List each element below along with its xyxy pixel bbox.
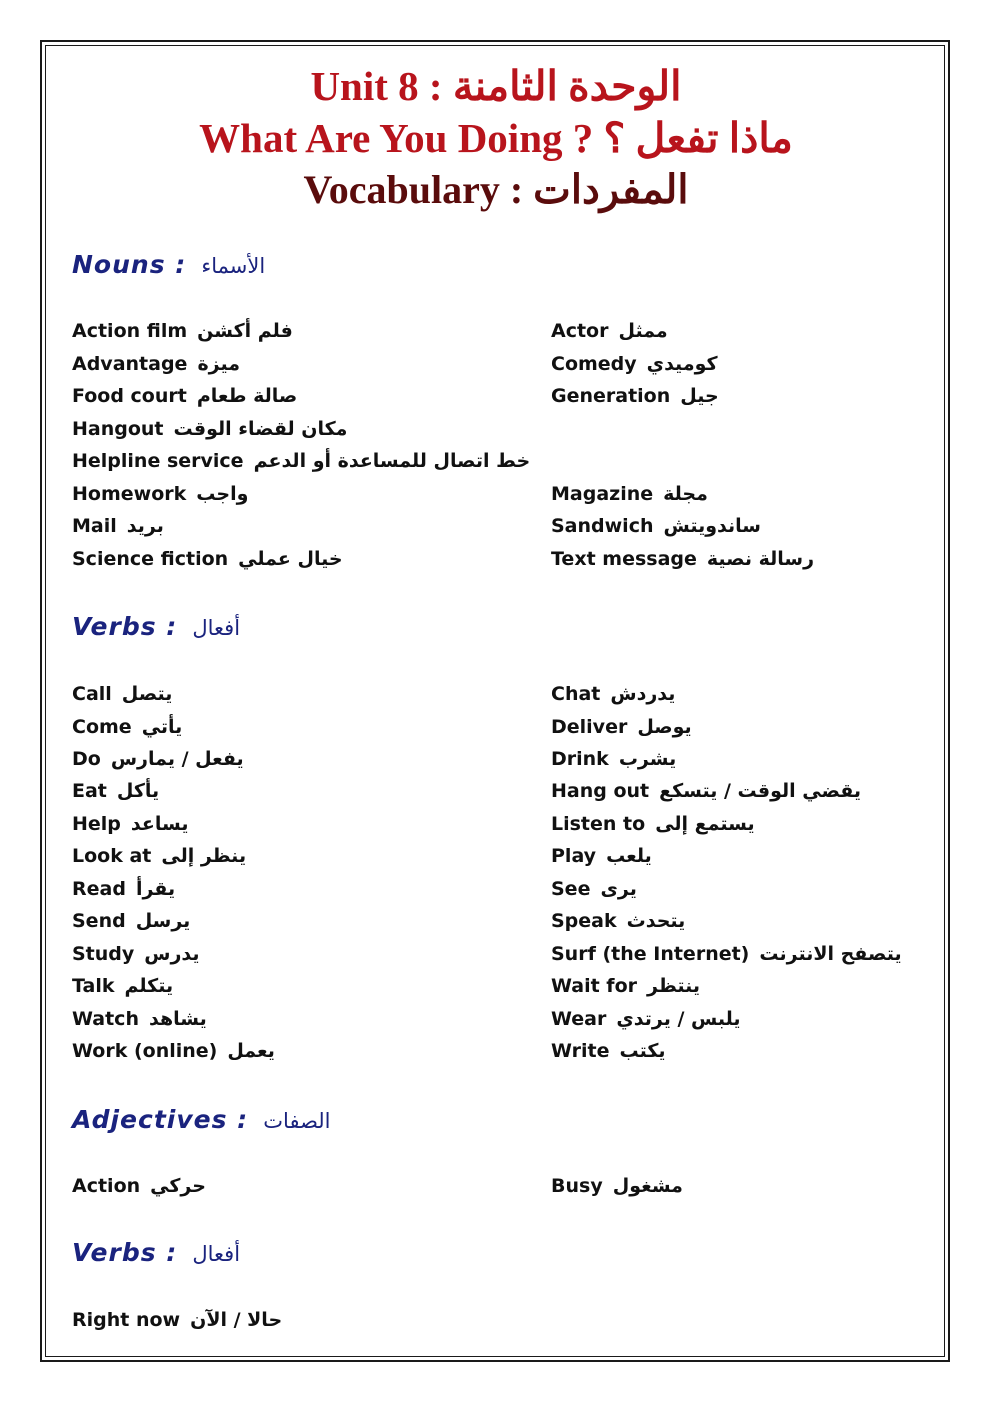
word-en: Text message [551,548,697,570]
word-ar: مشغول [612,1175,683,1197]
word-en: Help [72,813,121,835]
title-unit-en: Unit 8 : [310,63,443,109]
word-ar: ممثل [618,320,668,342]
title-question-ar: ماذا تفعل ؟ [603,115,793,161]
word-ar: يرسل [135,910,191,932]
word-en: Look at [72,845,152,867]
vocab-row [551,548,814,570]
word-en: Watch [72,1008,139,1030]
word-ar: ينتظر [647,975,700,997]
section-heading-en: Nouns : [72,250,187,279]
word-en: Send [72,910,126,932]
title-question-en: What Are You Doing ? [199,115,594,161]
vocab-row [72,385,297,407]
section-heading-verbs [72,612,240,641]
word-ar: خيال عملي [238,548,343,570]
word-ar: يأتي [141,716,183,738]
vocab-row [72,878,175,900]
vocab-row [72,683,172,705]
word-ar: خط اتصال للمساعدة أو الدعم [253,450,531,472]
word-en: Sandwich [551,515,654,537]
word-en: Work (online) [72,1040,218,1062]
word-ar: حركي [150,1175,206,1197]
word-en: Read [72,878,126,900]
word-ar: بريد [126,515,164,537]
vocab-row [551,845,652,867]
word-ar: كوميدي [646,353,718,375]
vocab-row [72,353,240,375]
word-ar: يفعل / يمارس [110,748,244,770]
word-en: Eat [72,780,107,802]
vocab-row [551,716,692,738]
word-ar: ساندويتش [663,515,761,537]
section-heading-nouns [72,250,265,279]
word-en: Action film [72,320,188,342]
vocab-row [551,910,685,932]
word-ar: يستمع إلى [655,813,755,835]
section-heading-ar: الصفات [263,1109,331,1133]
vocab-row [551,353,718,375]
vocab-row [72,910,190,932]
word-en: Hang out [551,780,650,802]
word-ar: يعمل [227,1040,275,1062]
word-en: Generation [551,385,671,407]
vocab-row [72,813,188,835]
vocab-row [551,1040,666,1062]
title-unit [0,62,992,110]
vocab-row [551,1175,683,1197]
word-ar: يكتب [619,1040,666,1062]
word-ar: واجب [196,483,249,505]
word-en: Action [72,1175,141,1197]
word-ar: يتكلم [124,975,174,997]
section-heading-verbs-2 [72,1238,240,1267]
word-ar: يدرس [144,943,200,965]
word-en: Wait for [551,975,638,997]
word-ar: ميزة [197,353,240,375]
word-ar: يقضي الوقت / يتسكع [659,780,862,802]
word-en: Actor [551,320,609,342]
word-en: Wear [551,1008,607,1030]
vocab-row [551,780,861,802]
word-en: Listen to [551,813,646,835]
vocab-row [551,320,668,342]
title-question [0,114,992,162]
word-ar: يقرأ [135,878,176,900]
word-en: Drink [551,748,609,770]
vocab-row [72,418,347,440]
word-en: Food court [72,385,187,407]
word-en: Call [72,683,112,705]
vocab-row [551,813,755,835]
word-ar: يأكل [116,780,160,802]
word-en: Hangout [72,418,164,440]
word-ar: يشاهد [148,1008,207,1030]
word-ar: مكان لقضاء الوقت [173,418,348,440]
word-ar: يشرب [618,748,677,770]
vocab-row [551,385,719,407]
word-en: See [551,878,591,900]
word-en: Comedy [551,353,637,375]
vocab-row [551,878,637,900]
word-en: Busy [551,1175,603,1197]
word-ar: يوصل [637,716,692,738]
vocab-row [72,780,159,802]
word-en: Talk [72,975,115,997]
word-en: Come [72,716,132,738]
word-en: Advantage [72,353,188,375]
word-en: Right now [72,1309,181,1331]
section-heading-en: Verbs : [72,612,178,641]
vocab-row [72,716,182,738]
vocab-row [72,450,530,472]
word-en: Play [551,845,597,867]
title-vocabulary [0,166,992,213]
word-ar: يلبس / يرتدي [616,1008,741,1030]
word-ar: يتحدث [626,910,686,932]
word-ar: ينظر إلى [161,845,247,867]
word-ar: مجلة [663,483,708,505]
vocab-row [72,975,173,997]
word-ar: يتصل [121,683,173,705]
word-en: Homework [72,483,187,505]
word-en: Mail [72,515,117,537]
word-ar: يرى [600,878,637,900]
word-ar: يساعد [130,813,189,835]
vocab-row [72,1309,282,1331]
word-en: Write [551,1040,610,1062]
vocab-row [72,1008,207,1030]
title-vocabulary-en: Vocabulary : [303,167,524,212]
vocab-row [72,748,244,770]
word-en: Speak [551,910,617,932]
vocab-row [551,1008,741,1030]
vocab-row [72,320,293,342]
word-en: Surf (the Internet) [551,943,750,965]
word-ar: فلم أكشن [197,320,293,342]
section-heading-en: Verbs : [72,1238,178,1267]
vocab-row [72,1040,275,1062]
word-en: Chat [551,683,601,705]
title-unit-ar: الوحدة الثامنة [452,63,682,109]
word-ar: جيل [680,385,719,407]
vocab-row [72,943,200,965]
section-heading-ar: أفعال [192,616,241,640]
word-ar: رسالة نصية [706,548,815,570]
word-en: Deliver [551,716,628,738]
vocab-row [72,548,343,570]
vocab-row [72,1175,206,1197]
word-ar: يتصفح الانترنت [759,943,902,965]
word-ar: حالا / الآن [190,1309,283,1331]
word-en: Magazine [551,483,654,505]
title-vocabulary-ar: المفردات [533,167,689,212]
vocab-row [551,943,902,965]
word-en: Helpline service [72,450,244,472]
vocab-row [72,483,248,505]
section-heading-ar: الأسماء [201,254,266,278]
section-heading-ar: أفعال [192,1242,241,1266]
vocab-row [551,483,708,505]
word-ar: يلعب [606,845,652,867]
word-ar: صالة طعام [196,385,298,407]
section-heading-adjectives [72,1105,331,1134]
page-border-inner [45,45,945,1357]
section-heading-en: Adjectives : [72,1105,249,1134]
word-ar: يدردش [610,683,676,705]
vocab-row [551,683,675,705]
word-en: Study [72,943,135,965]
vocab-row [551,515,761,537]
vocab-row [551,748,676,770]
vocab-row [72,845,246,867]
vocab-row [551,975,700,997]
vocab-row [72,515,164,537]
word-en: Do [72,748,101,770]
word-en: Science fiction [72,548,229,570]
